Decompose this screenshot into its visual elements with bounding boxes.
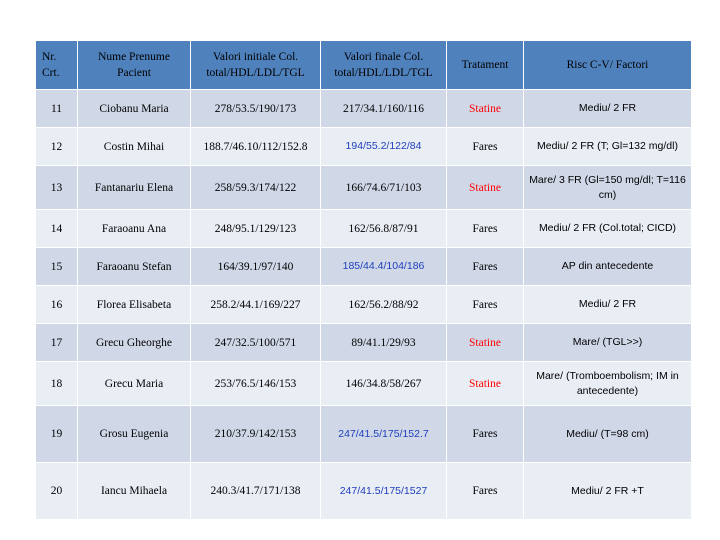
cell-initial: 258.2/44.1/169/227 (191, 286, 321, 324)
cell-risk: Mare/ (TGL>>) (524, 324, 692, 362)
cell-risk: Mediu/ 2 FR (524, 90, 692, 128)
table-row (36, 406, 692, 463)
cell-treatment: Fares (447, 406, 524, 463)
header-risc: Risc C-V/ Factori (524, 41, 692, 90)
cell-initial: 210/37.9/142/153 (191, 406, 321, 463)
cell-final: 146/34.8/58/267 (321, 362, 447, 406)
table-row (36, 362, 692, 406)
cell-initial: 278/53.5/190/173 (191, 90, 321, 128)
table-header (36, 41, 692, 90)
cell-treatment: Fares (447, 248, 524, 286)
cell-nr: 19 (36, 406, 78, 463)
header-nr-crt: Nr. Crt. (36, 41, 78, 90)
cell-risk: Mediu/ (T=98 cm) (524, 406, 692, 463)
cell-initial: 164/39.1/97/140 (191, 248, 321, 286)
cell-nr: 17 (36, 324, 78, 362)
cell-name: Iancu Mihaela (78, 463, 191, 520)
table-row (36, 166, 692, 210)
cell-final: 217/34.1/160/116 (321, 90, 447, 128)
cell-nr: 18 (36, 362, 78, 406)
cell-name: Florea Elisabeta (78, 286, 191, 324)
cell-risk: Mediu/ 2 FR (524, 286, 692, 324)
cell-final: 166/74.6/71/103 (321, 166, 447, 210)
header-valori-finale: Valori finale Col. total/HDL/LDL/TGL (321, 41, 447, 90)
cell-treatment: Statine (447, 324, 524, 362)
cell-final: 194/55.2/122/84 (321, 128, 447, 166)
cell-treatment: Statine (447, 166, 524, 210)
cell-initial: 240.3/41.7/171/138 (191, 463, 321, 520)
cell-final: 162/56.2/88/92 (321, 286, 447, 324)
cell-risk: Mediu/ 2 FR +T (524, 463, 692, 520)
cell-final: 185/44.4/104/186 (321, 248, 447, 286)
table-row (36, 463, 692, 520)
header-tratament: Tratament (447, 41, 524, 90)
cell-risk: Mare/ 3 FR (Gl=150 mg/dl; T=116 cm) (524, 166, 692, 210)
table-row (36, 90, 692, 128)
cell-nr: 13 (36, 166, 78, 210)
cell-initial: 188.7/46.10/112/152.8 (191, 128, 321, 166)
table-row (36, 128, 692, 166)
cell-treatment: Fares (447, 463, 524, 520)
cell-name: Faraoanu Ana (78, 210, 191, 248)
cell-nr: 12 (36, 128, 78, 166)
cell-treatment: Fares (447, 210, 524, 248)
cell-risk: Mare/ (Tromboembolism; IM in antecedente) (524, 362, 692, 406)
cell-name: Grecu Maria (78, 362, 191, 406)
cell-final: 247/41.5/175/1527 (321, 463, 447, 520)
cell-treatment: Statine (447, 90, 524, 128)
cell-nr: 14 (36, 210, 78, 248)
cell-nr: 16 (36, 286, 78, 324)
cell-initial: 258/59.3/174/122 (191, 166, 321, 210)
table-body (36, 90, 692, 520)
cell-name: Grecu Gheorghe (78, 324, 191, 362)
cell-treatment: Fares (447, 286, 524, 324)
cell-risk: Mediu/ 2 FR (T; Gl=132 mg/dl) (524, 128, 692, 166)
cell-name: Grosu Eugenia (78, 406, 191, 463)
cell-final: 247/41.5/175/152.7 (321, 406, 447, 463)
cell-risk: AP din antecedente (524, 248, 692, 286)
header-valori-initiale: Valori initiale Col. total/HDL/LDL/TGL (191, 41, 321, 90)
table-row (36, 210, 692, 248)
cell-treatment: Statine (447, 362, 524, 406)
table-row (36, 248, 692, 286)
cell-final: 89/41.1/29/93 (321, 324, 447, 362)
table-row (36, 324, 692, 362)
cell-initial: 253/76.5/146/153 (191, 362, 321, 406)
patients-table (35, 40, 692, 520)
cell-initial: 247/32.5/100/571 (191, 324, 321, 362)
cell-name: Costin Mihai (78, 128, 191, 166)
cell-name: Faraoanu Stefan (78, 248, 191, 286)
cell-initial: 248/95.1/129/123 (191, 210, 321, 248)
cell-nr: 11 (36, 90, 78, 128)
cell-treatment: Fares (447, 128, 524, 166)
cell-nr: 20 (36, 463, 78, 520)
header-nume-prenume: Nume Prenume Pacient (78, 41, 191, 90)
cell-name: Ciobanu Maria (78, 90, 191, 128)
header-row (36, 41, 692, 90)
table-row (36, 286, 692, 324)
cell-final: 162/56.8/87/91 (321, 210, 447, 248)
cell-name: Fantanariu Elena (78, 166, 191, 210)
cell-risk: Mediu/ 2 FR (Col.total; CICD) (524, 210, 692, 248)
cell-nr: 15 (36, 248, 78, 286)
